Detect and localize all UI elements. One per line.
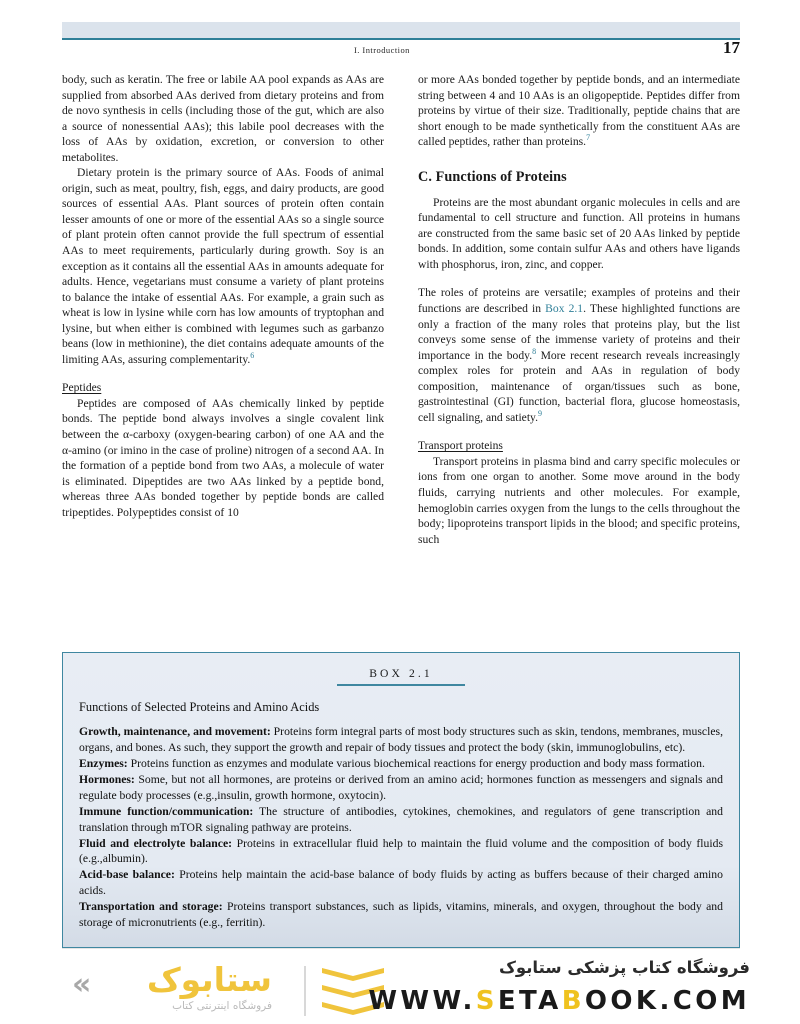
box-item-text: Proteins transport substances, such as lipids, vitamins, minerals, and oxygen, throughout the body and storage of micronutrients (e.g., ferritin).: [79, 900, 723, 930]
box-item-term: Transportation and storage:: [79, 900, 223, 914]
box-item: [79, 836, 723, 868]
box-item: [79, 772, 723, 804]
running-head-title: I. Introduction: [354, 45, 410, 55]
brand-logo: [72, 958, 302, 1020]
logo-subtitle: فروشگاه اینترنتی کتاب: [172, 1000, 272, 1012]
header-rule: [62, 38, 740, 40]
box-item: [79, 756, 723, 772]
box-2-1: [62, 652, 740, 948]
paragraph: [418, 72, 740, 150]
box-label-underline: [337, 684, 465, 686]
box-item-text: Proteins help maintain the acid-base balance of body fluids by acting as buffers because of their charged amino acids.: [79, 868, 723, 898]
brand-url-segment: S: [475, 986, 498, 1016]
brand-text: [368, 958, 760, 1020]
box-item-term: Fluid and electrolyte balance:: [79, 836, 233, 850]
footnote-ref[interactable]: 9: [538, 408, 542, 418]
box-item-text: Proteins function as enzymes and modulate various biochemical reactions for energy production and body mass formation.: [127, 757, 705, 770]
brand-url[interactable]: [368, 986, 750, 1016]
box-item: [79, 804, 723, 836]
box-item-term: Enzymes:: [79, 757, 128, 770]
guillemet-icon: «: [72, 967, 92, 1002]
paragraph-text: . These highlighted functions are only a fraction of the many roles that proteins play, but the list conveys some sense of the immense variety of proteins and their importance in the body.: [418, 302, 741, 362]
paragraph-text: The roles of proteins are versatile; examples of proteins and their functions are described in: [418, 286, 740, 316]
box-label: BOX 2.1: [369, 667, 433, 680]
box-item: [79, 899, 723, 931]
running-head: [62, 38, 740, 66]
box-item-term: Immune function/communication:: [79, 804, 254, 818]
footnote-ref[interactable]: 6: [250, 350, 255, 360]
box-item-term: Growth, maintenance, and movement:: [79, 725, 271, 739]
paragraph-text: Dietary protein is the primary source of AAs. Foods of animal origin, such as meat, poultry, fish, eggs, and dairy products, are good sources of essential AAs. Plant sources of protein often contain lesser amounts of one or more of the essential AAs so a single source of plant protein often cannot provide the full spectrum of essential AAs to meet requirements, particularly during growth. Soy is an exception as it contains all the essential AAs in amounts adequate for adults. Hence, vegetarians must consume a variety of plant proteins to balance the intake of essential AAs. For example, a grain such as wheat is low in lysine while corn has low amounts of tryptophan and lysine, but when either is combined with legumes such as garbanzo beans (low in methionine), the diet contains adequate amounts of the limiting AAs, assuring complementarity.: [62, 166, 384, 366]
section-heading: C. Functions of Proteins: [418, 168, 567, 185]
paragraph: body, such as keratin. The free or labile AA pool expands as AAs are supplied from absorbed AAs derived from dietary proteins and from de novo synthesis in cells (including those of the gut, which are also a source of nonessential AAs); this labile pool decreases with the loss of AAs by oxidation, excretion, or conversion to other metabolites.: [62, 73, 384, 164]
box-cross-reference-link[interactable]: Box 2.1: [545, 302, 584, 316]
logo-wordmark: ستابوک: [146, 960, 272, 999]
paragraph-text: More recent research reveals increasingly complex roles for protein and AAs in regulation of body composition, maintenance of organ/tissues such as bone, gastrointestinal (GI) function, bacterial flora, glucose homeostasis, cell signaling, and satiety.: [418, 348, 740, 424]
paragraph-text: or more AAs bonded together by peptide bonds, and an intermediate string between 4 and 10 AAs is an oligopeptide. Peptides differ from proteins by virtue of their size. Traditionally, peptide chains that are short enough to be made synthetically from the constituent AAs are called peptides, rather than proteins.: [418, 73, 740, 149]
footer-watermark: [0, 952, 800, 1024]
brand-tagline: فروشگاه کتاب پزشکی ستابوک: [499, 958, 750, 977]
paragraph: Transport proteins in plasma bind and carry specific molecules or ions from one organ to another. Some move around in the body fluids, carrying nutrients and other molecules. For example, hemoglobin carries oxygen from the lungs to the cells throughout the body; lipoproteins transport lipids in the blood; and specific proteins, such: [418, 454, 740, 546]
column-right: [418, 72, 740, 547]
brand-url-segment: ETA: [497, 986, 562, 1016]
footnote-ref[interactable]: 8: [532, 346, 537, 356]
box-item: [79, 724, 723, 756]
header-band: [62, 22, 740, 38]
page-number: 17: [723, 38, 740, 57]
paragraph: [62, 165, 384, 367]
subheading-transport-proteins: Transport proteins: [418, 439, 503, 453]
logo-divider: [304, 966, 306, 1016]
brand-url-segment: WWW.: [368, 986, 476, 1016]
footnote-ref[interactable]: 7: [586, 133, 591, 143]
brand-url-segment: OOK.COM: [584, 986, 750, 1016]
subheading-peptides: Peptides: [62, 381, 102, 395]
box-item-term: Hormones:: [79, 772, 135, 786]
box-item: [79, 867, 723, 899]
column-left: [62, 72, 384, 520]
box-item-text: The structure of antibodies, cytokines, chemokines, and regulators of gene transcription and translation through mTOR signaling pathway are proteins.: [79, 804, 723, 834]
box-item-term: Acid-base balance:: [79, 868, 175, 882]
paragraph: [418, 285, 740, 425]
box-item-list: [79, 724, 723, 931]
paragraph: Proteins are the most abundant organic molecules in cells and are fundamental to cell structure and function. All proteins in humans are constructed from the same basic set of 20 AAs linked by peptide bonds. In addition, some contain sulfur AAs and others have ligands with phosphorus, iron, zinc, and copper.: [418, 195, 740, 271]
box-title: Functions of Selected Proteins and Amino Acids: [79, 700, 320, 715]
brand-url-segment: B: [561, 986, 585, 1016]
paragraph: Peptides are composed of AAs chemically linked by peptide bonds. The peptide bond always involves a single covalent link between the α-carboxy (oxygen-bearing carbon) of one AA and the α-amino (or imino in the case of proline) nitrogen of a second AA. In the formation of a peptide bond from two AAs, a molecule of water is eliminated. Dipeptides are two AAs linked by a peptide bond, whereas three AAs bonded together by peptide bonds are called tripeptides. Polypeptides consist of 10: [62, 396, 384, 519]
box-item-text: Some, but not all hormones, are proteins or derived from an amino acid; hormones function as messengers and signals and regulate body processes (e.g.,insulin, growth hormone, oxytocin).: [79, 772, 723, 802]
box-item-text: Proteins in extracellular fluid help to maintain the fluid volume and the composition of body fluids (e.g.,albumin).: [79, 836, 724, 866]
box-item-text: Proteins form integral parts of most body structures such as skin, tendons, membranes, muscles, organs, and bones. As such, they support the growth and repair of body tissues and protect the body (skin, immunoglobulins, etc).: [79, 725, 723, 755]
